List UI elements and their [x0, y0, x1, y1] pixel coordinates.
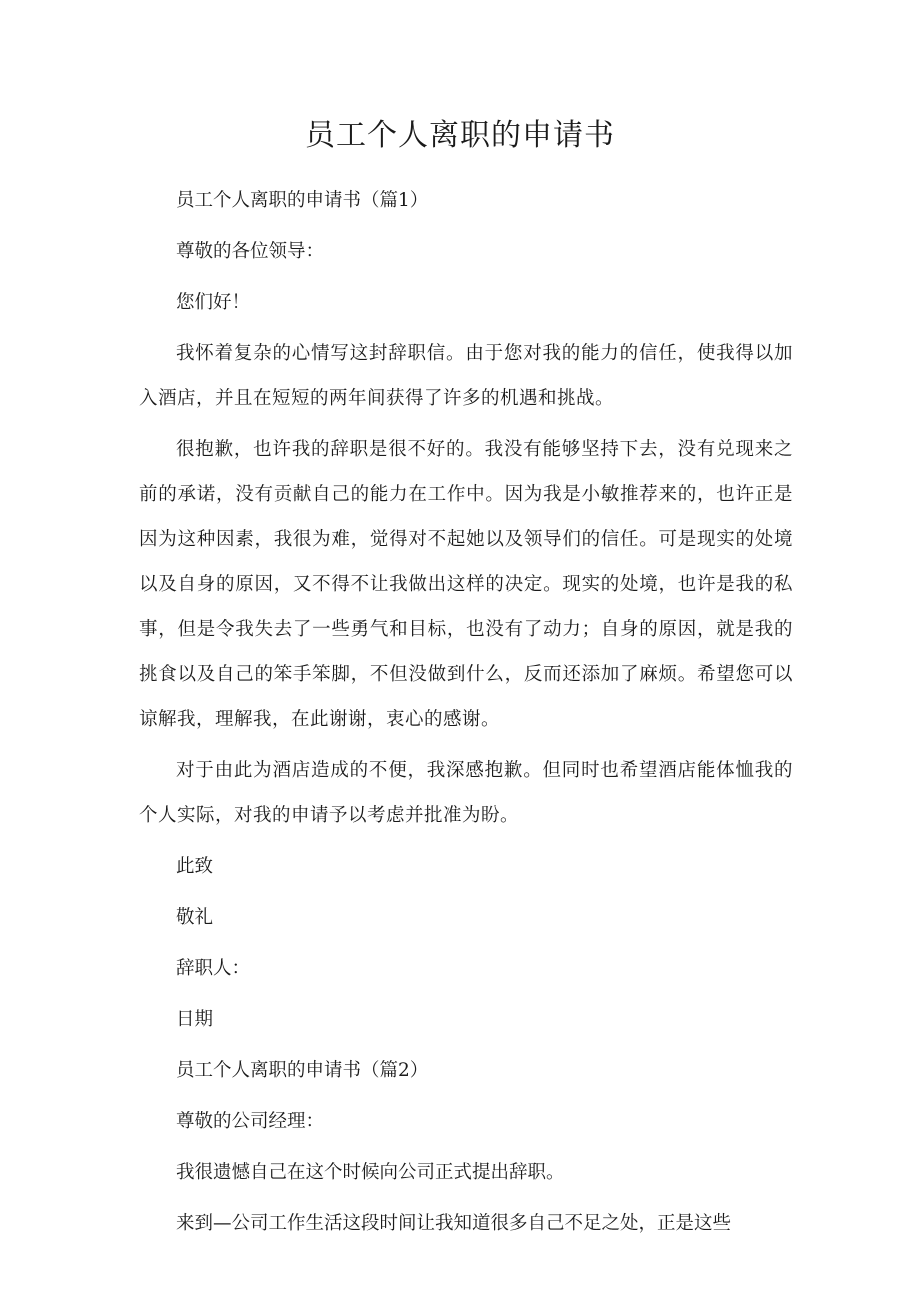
salutation: 尊敬的各位领导： [176, 241, 325, 262]
body-paragraph: 很抱歉，也许我的辞职是很不好的。我没有能够坚持下去，没有兑现来之前的承诺，没有贡献自己的能力在工作中。因为我是小敏推荐来的，也许正是因为这种因素，我很为难，觉得对不起她以及领导们的信任。可是现实的处境以及自身的原因，又不得不让我做出这样的决定。现实的处境，也许是我的私事，但是令我失去了一些勇气和目标，也没有了动力；自身的原因，就是我的挑食以及自己的笨手笨脚，不但没做到什么，反而还添加了麻烦。希望您可以谅解我，理解我，在此谢谢，衷心的感谢。 [139, 439, 793, 730]
body-paragraph: 来到—公司工作生活这段时间让我知道很多自己不足之处，正是这些 [176, 1213, 732, 1234]
section-heading-1: 员工个人离职的申请书（篇1） [176, 190, 429, 211]
body-paragraph: 我很遗憾自己在这个时候向公司正式提出辞职。 [176, 1162, 565, 1183]
closing-regards: 敬礼 [176, 907, 214, 928]
body-paragraph: 对于由此为酒店造成的不便，我深感抱歉。但同时也希望酒店能体恤我的个人实际，对我的申请予以考虑并批准为盼。 [139, 760, 793, 826]
salutation: 尊敬的公司经理： [176, 1111, 325, 1132]
signature-label: 辞职人： [176, 958, 251, 979]
closing-line: 此致 [176, 856, 214, 877]
section-heading-2: 员工个人离职的申请书（篇2） [176, 1060, 429, 1081]
document-title: 员工个人离职的申请书 [305, 118, 615, 153]
body-paragraph: 我怀着复杂的心情写这封辞职信。由于您对我的能力的信任，使我得以加入酒店，并且在短短的两年间获得了许多的机遇和挑战。 [139, 343, 793, 409]
greeting: 您们好！ [176, 292, 251, 313]
document-body [139, 178, 793, 1252]
date-label: 日期 [176, 1009, 214, 1030]
